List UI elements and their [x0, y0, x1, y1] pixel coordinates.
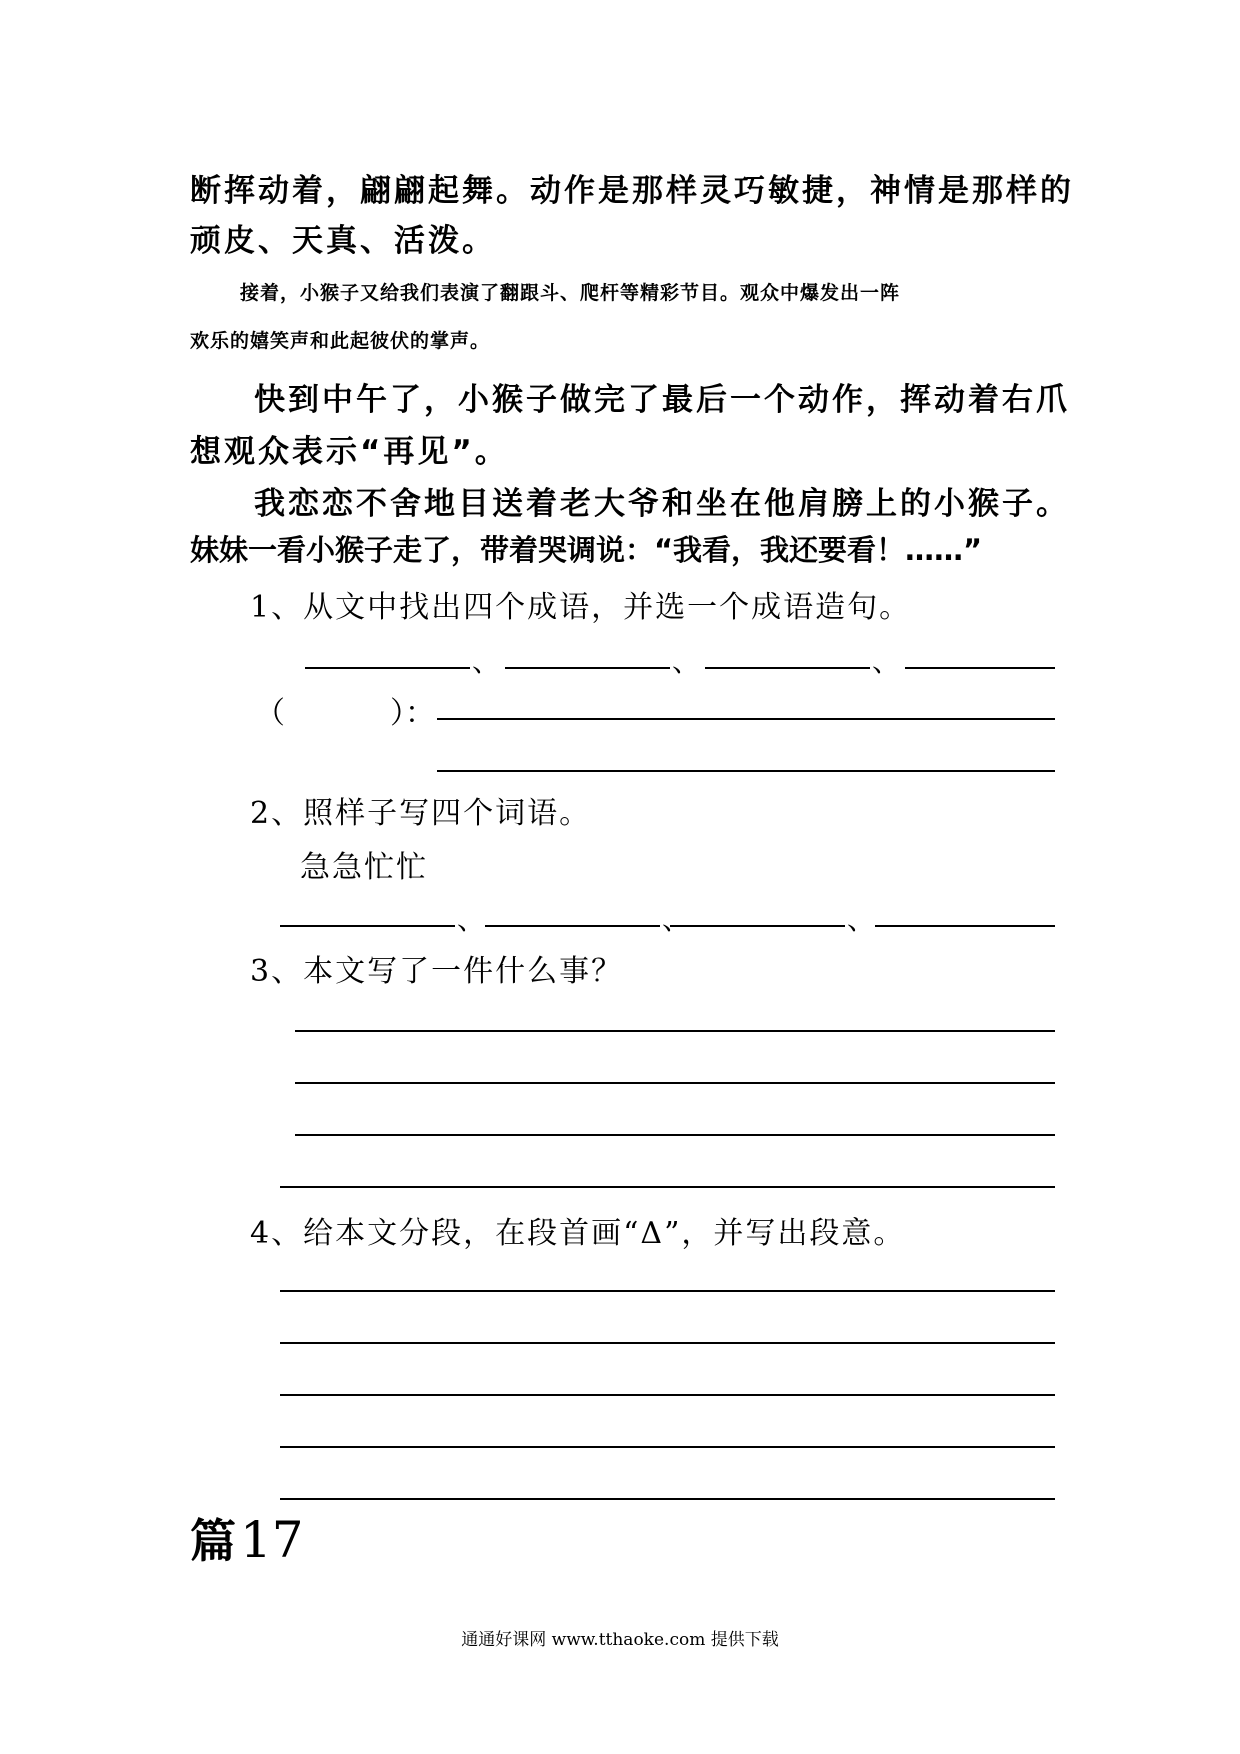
question-4: 4、给本文分段，在段首画“Δ”，并写出段意。	[250, 1216, 906, 1251]
answer-line[interactable]	[295, 1082, 1055, 1084]
example-word: 急急忙忙	[300, 850, 428, 885]
answer-blank[interactable]	[505, 667, 670, 669]
answer-line[interactable]	[280, 1186, 1055, 1188]
paren-close: ）：	[390, 696, 435, 731]
answer-blank[interactable]	[485, 925, 660, 927]
answer-line[interactable]	[295, 1030, 1055, 1032]
section-number: 17	[240, 1511, 304, 1569]
separator: 、	[457, 903, 486, 936]
passage-line: 快到中午了，小猴子做完了最后一个动作，挥动着右爪	[254, 382, 1070, 418]
separator: 、	[662, 903, 691, 936]
separator: 、	[847, 903, 876, 936]
answer-blank[interactable]	[670, 925, 845, 927]
passage-line: 接着，小猴子又给我们表演了翻跟斗、爬杆等精彩节目。观众中爆发出一阵	[240, 282, 901, 304]
section-char: 篇	[190, 1514, 236, 1568]
answer-blank[interactable]	[905, 667, 1055, 669]
answer-line[interactable]	[280, 1290, 1055, 1292]
sentence-line[interactable]	[437, 770, 1055, 772]
answer-blank[interactable]	[875, 925, 1055, 927]
passage-line: 我恋恋不舍地目送着老大爷和坐在他肩膀上的小猴子。	[254, 486, 1070, 522]
section-heading	[190, 1505, 304, 1571]
answer-blank[interactable]	[280, 925, 455, 927]
footer-text: 通通好课网 www.tthaoke.com 提供下载	[461, 1630, 779, 1650]
passage-line: 顽皮、天真、活泼。	[190, 223, 496, 259]
passage-line: 妹妹一看小猴子走了，带着哭调说：“我看，我还要看！……”	[190, 533, 983, 567]
separator: 、	[472, 645, 501, 678]
separator: 、	[872, 645, 901, 678]
passage-line: 欢乐的嬉笑声和此起彼伏的掌声。	[190, 330, 491, 352]
answer-line[interactable]	[295, 1134, 1055, 1136]
sentence-line[interactable]	[437, 718, 1055, 720]
separator: 、	[672, 645, 701, 678]
answer-line[interactable]	[280, 1394, 1055, 1396]
question-2: 2、照样子写四个词语。	[250, 796, 592, 831]
passage-line: 断挥动着，翩翩起舞。动作是那样灵巧敏捷，神情是那样的	[190, 173, 1074, 209]
answer-line[interactable]	[280, 1498, 1055, 1500]
passage-line: 想观众表示“再见”。	[190, 434, 509, 470]
question-3: 3、本文写了一件什么事？	[250, 954, 624, 989]
paren-open: （	[255, 696, 285, 731]
answer-line[interactable]	[280, 1446, 1055, 1448]
answer-blank[interactable]	[305, 667, 470, 669]
answer-line[interactable]	[280, 1342, 1055, 1344]
answer-blank[interactable]	[705, 667, 870, 669]
question-1: 1、从文中找出四个成语，并选一个成语造句。	[250, 590, 912, 625]
